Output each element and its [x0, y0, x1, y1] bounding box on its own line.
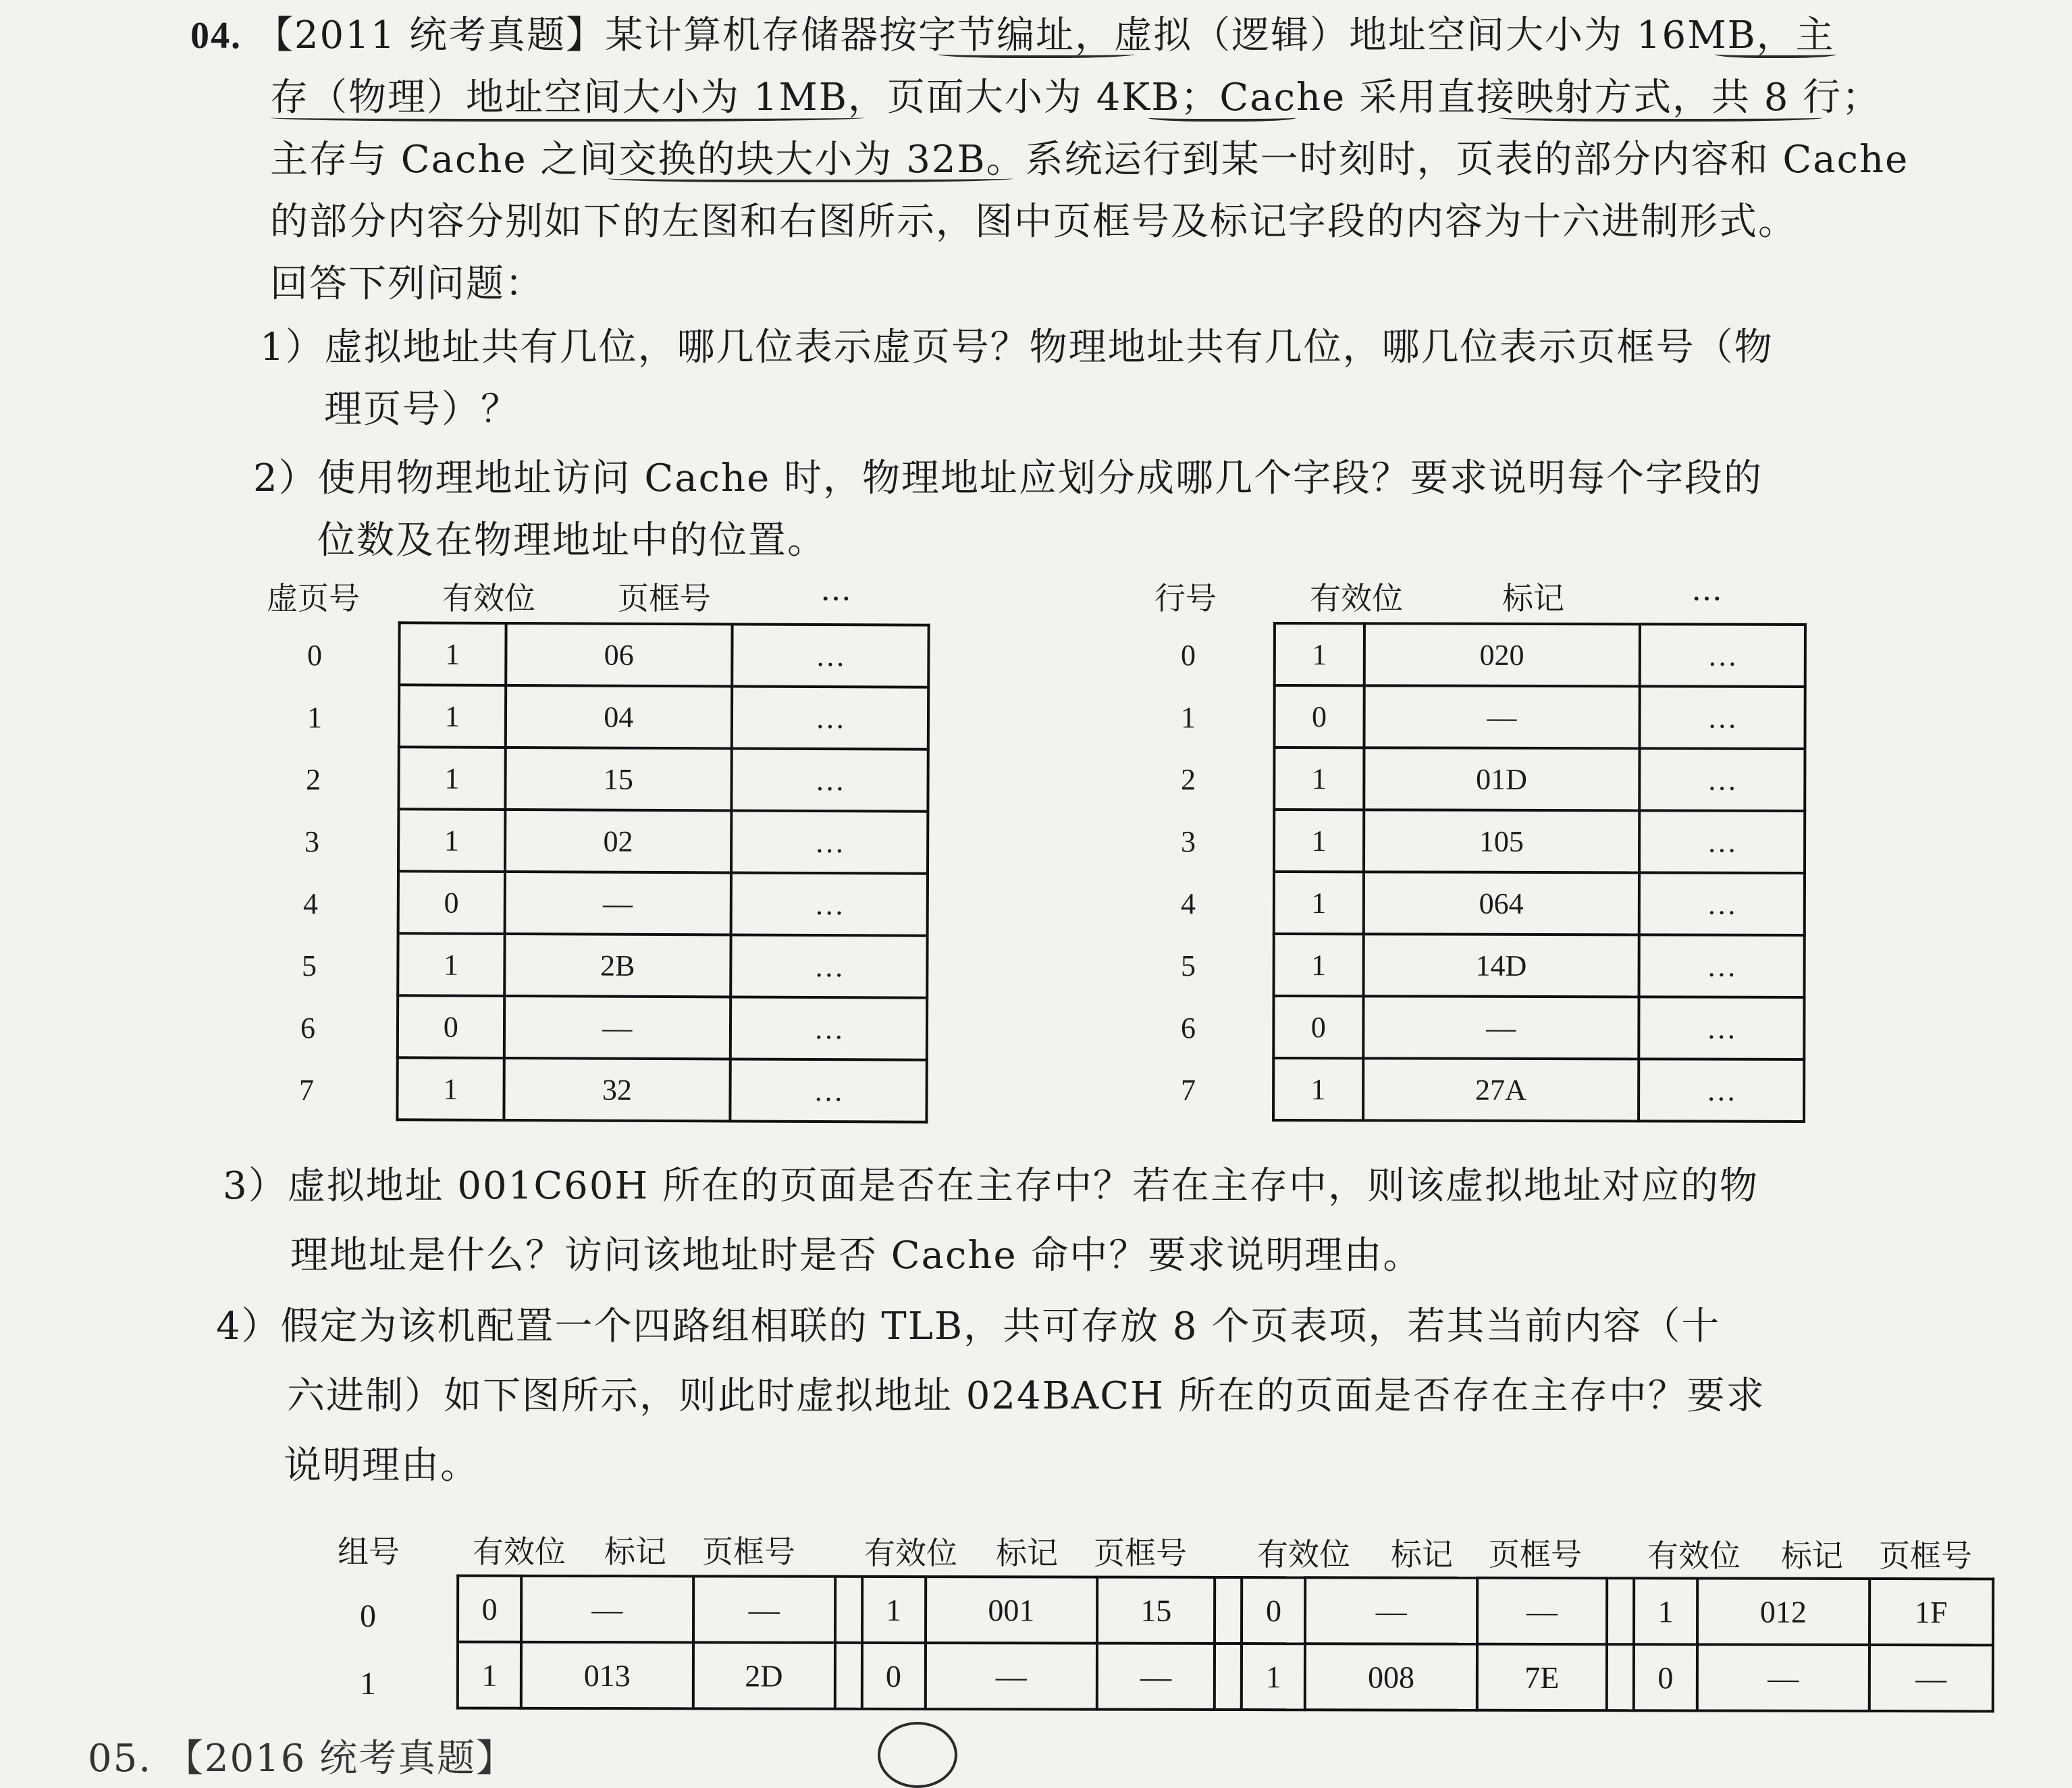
- cell-valid: 0: [861, 1643, 925, 1709]
- cell-valid: 0: [398, 871, 505, 934]
- table-row: [1273, 996, 1804, 1059]
- cell-tag: —: [1697, 1644, 1869, 1711]
- cell-frame: 32: [504, 1058, 730, 1121]
- way-separator: [1215, 1577, 1242, 1644]
- cell-more: …: [1639, 872, 1805, 935]
- cell-more: …: [1639, 686, 1805, 749]
- question-line: 的部分内容分别如下的左图和右图所示，图中页框号及标记字段的内容为十六进制形式。: [270, 200, 1797, 244]
- tlb-set-number: 0: [360, 1598, 376, 1634]
- way-separator: [1607, 1644, 1634, 1710]
- way-separator: [835, 1577, 862, 1643]
- tlb-header: 标记: [604, 1533, 666, 1570]
- cell-frame: —: [1869, 1645, 1993, 1711]
- subquestion-1: 1）虚拟地址共有几位，哪几位表示虚页号？物理地址共有几位，哪几位表示页框号（物: [260, 325, 1774, 369]
- subquestion-3-cont: 理地址是什么？访问该地址时是否 Cache 命中？要求说明理由。: [290, 1234, 1423, 1278]
- subquestion-1-cont: 理页号）？: [324, 388, 520, 431]
- cell-valid: 1: [1242, 1644, 1305, 1710]
- cell-valid: 0: [1274, 685, 1364, 747]
- cell-more: …: [1639, 935, 1805, 997]
- cell-more: …: [731, 872, 928, 935]
- tlb-header: 标记: [1391, 1536, 1453, 1573]
- cell-valid: 1: [398, 809, 505, 872]
- cache-table-header: …: [1691, 571, 1722, 608]
- cell-frame: 2D: [693, 1642, 834, 1708]
- question-line: 存（物理）地址空间大小为 1MB，页面大小为 4KB；Cache 采用直接映射方式，共 8 行；: [270, 76, 1882, 120]
- question-line: 主存与 Cache 之间交换的块大小为 32B。系统运行到某一时刻时，页表的部分内容和 Cache: [270, 138, 1909, 182]
- hand-underline: [270, 112, 864, 122]
- row-number: 2: [306, 763, 321, 796]
- hand-underline: [608, 173, 1013, 182]
- row-number: 6: [1181, 1011, 1196, 1045]
- cell-more: …: [1639, 810, 1805, 873]
- row-number: 7: [1181, 1074, 1196, 1107]
- cell-valid: 1: [1273, 1058, 1363, 1120]
- cell-more: …: [730, 997, 927, 1059]
- cell-frame: —: [693, 1576, 835, 1642]
- hand-underline: [1715, 49, 1836, 58]
- cell-frame: 06: [506, 623, 733, 686]
- cell-valid: 1: [1274, 747, 1364, 810]
- question-line: 【2011 统考真题】某计算机存储器按字节编址，虚拟（逻辑）地址空间大小为 16MB，主: [255, 14, 1835, 57]
- cell-frame: 7E: [1477, 1644, 1607, 1710]
- subquestion-3: 3）虚拟地址 001C60H 所在的页面是否在主存中？若在主存中，则该虚拟地址对应的物: [223, 1164, 1759, 1208]
- subquestion-2: 2）使用物理地址访问 Cache 时，物理地址应划分成哪几个字段？要求说明每个字段的: [253, 456, 1763, 500]
- cell-valid: 1: [1634, 1578, 1697, 1644]
- cache-table-header: 有效位: [1310, 580, 1403, 616]
- row-number: 1: [1181, 701, 1196, 734]
- cell-tag: 008: [1305, 1644, 1477, 1710]
- row-number: 5: [302, 949, 317, 982]
- way-separator: [1215, 1644, 1242, 1710]
- tlb-header: 标记: [1781, 1537, 1843, 1574]
- row-number: 4: [1181, 887, 1196, 920]
- tlb-table: [456, 1575, 1994, 1713]
- page-table-header: 有效位: [442, 580, 535, 616]
- tlb-header: 页框号: [1489, 1536, 1582, 1573]
- table-row: [398, 871, 928, 935]
- tlb-header: 有效位: [1647, 1537, 1741, 1574]
- cell-more: …: [731, 810, 928, 873]
- hand-underline: [938, 49, 1134, 58]
- cell-tag: —: [1363, 996, 1639, 1059]
- cell-tag: 27A: [1363, 1058, 1639, 1121]
- cell-frame: —: [1097, 1644, 1215, 1710]
- cell-frame: 15: [1097, 1577, 1215, 1644]
- cell-frame: —: [504, 996, 730, 1059]
- row-number: 1: [307, 701, 322, 734]
- cell-valid: 1: [1274, 872, 1364, 934]
- tlb-header: 有效位: [473, 1533, 566, 1570]
- cell-more: …: [732, 686, 928, 749]
- tlb-header: 标记: [996, 1535, 1058, 1571]
- row-number: 6: [300, 1011, 315, 1045]
- cell-tag: 012: [1697, 1578, 1869, 1645]
- subquestion-4: 4）假定为该机配置一个四路组相联的 TLB，共可存放 8 个页表项，若其当前内容（十: [216, 1305, 1721, 1348]
- page-table-header: 虚页号: [267, 580, 360, 616]
- next-question-fragment: 05. 【2016 统考真题】: [88, 1737, 516, 1781]
- cell-more: …: [732, 624, 928, 687]
- row-number: 7: [299, 1074, 314, 1107]
- table-row: [1274, 747, 1805, 811]
- cell-tag: 14D: [1363, 934, 1639, 997]
- cache-table: [1272, 622, 1807, 1123]
- tlb-header: 页框号: [702, 1533, 795, 1570]
- subquestion-4-cont: 说明理由。: [284, 1444, 479, 1488]
- cell-valid: 0: [458, 1576, 521, 1642]
- cell-tag: 01D: [1364, 747, 1639, 810]
- cell-valid: 1: [397, 1057, 504, 1120]
- cell-valid: 0: [1634, 1644, 1697, 1710]
- cell-tag: —: [521, 1576, 693, 1643]
- cell-more: …: [1639, 1059, 1805, 1122]
- row-number: 2: [1181, 763, 1196, 796]
- row-number: 4: [303, 887, 318, 920]
- tlb-header: 页框号: [1879, 1537, 1972, 1574]
- cell-frame: —: [504, 872, 731, 935]
- way-separator: [834, 1643, 861, 1709]
- tlb-header: 组号: [338, 1533, 400, 1570]
- cell-more: …: [1639, 624, 1805, 687]
- cell-valid: 1: [862, 1577, 926, 1643]
- row-number: 0: [307, 639, 322, 672]
- cell-more: …: [731, 748, 928, 811]
- table-row: [398, 809, 928, 873]
- page-table-header: …: [820, 571, 851, 608]
- cell-valid: 1: [1275, 623, 1364, 685]
- cache-table-header: 行号: [1154, 580, 1217, 616]
- cell-tag: —: [1364, 685, 1639, 748]
- cell-tag: 001: [926, 1577, 1098, 1644]
- tlb-header: 有效位: [1257, 1536, 1350, 1573]
- cache-table-header: 标记: [1502, 580, 1564, 616]
- cell-valid: 0: [1273, 996, 1363, 1058]
- cell-frame: 02: [505, 810, 732, 872]
- cell-tag: 020: [1364, 623, 1640, 686]
- tlb-header: 有效位: [864, 1535, 957, 1571]
- cell-tag: 064: [1364, 872, 1639, 935]
- cell-tag: 013: [521, 1642, 693, 1709]
- cell-valid: 1: [399, 623, 506, 685]
- table-row: [1273, 1058, 1804, 1122]
- row-number: 0: [1181, 639, 1196, 672]
- page-table: [396, 621, 930, 1123]
- cell-valid: 1: [1274, 810, 1364, 872]
- cell-more: …: [1639, 997, 1805, 1059]
- cell-tag: 105: [1364, 810, 1639, 872]
- table-row: [398, 933, 927, 997]
- question-line: 回答下列问题：: [270, 262, 544, 306]
- cell-valid: 1: [398, 933, 504, 996]
- question-number: 04.: [190, 15, 242, 57]
- cell-more: …: [730, 935, 927, 997]
- tlb-set-number: 1: [360, 1666, 376, 1702]
- table-row: [458, 1642, 1993, 1712]
- cell-more: …: [730, 1059, 926, 1122]
- cell-valid: 1: [458, 1642, 521, 1708]
- hand-underline: [1148, 112, 1296, 122]
- tlb-header: 页框号: [1094, 1535, 1187, 1571]
- table-row: [398, 995, 927, 1059]
- cell-valid: 0: [1242, 1577, 1305, 1644]
- cell-tag: —: [1305, 1577, 1477, 1644]
- table-row: [1275, 623, 1805, 687]
- subquestion-4-cont: 六进制）如下图所示，则此时虚拟地址 024BACH 所在的页面是否存在主存中？要求: [287, 1374, 1765, 1418]
- cell-frame: 04: [505, 685, 732, 748]
- way-separator: [1607, 1578, 1634, 1644]
- cell-valid: 0: [398, 995, 504, 1058]
- subquestion-2-cont: 位数及在物理地址中的位置。: [317, 519, 826, 562]
- cell-valid: 1: [398, 747, 505, 810]
- cell-frame: 1F: [1869, 1579, 1994, 1645]
- row-number: 5: [1181, 949, 1196, 982]
- table-row: [458, 1576, 1993, 1646]
- page-table-header: 页框号: [618, 580, 711, 616]
- cell-frame: —: [1477, 1578, 1607, 1644]
- table-row: [398, 747, 928, 811]
- table-row: [1274, 685, 1805, 749]
- row-number: 3: [304, 825, 319, 858]
- table-row: [399, 685, 928, 749]
- table-row: [1274, 872, 1805, 935]
- row-number: 3: [1181, 825, 1196, 858]
- cell-frame: 15: [505, 747, 732, 810]
- handwritten-circle: [878, 1722, 957, 1788]
- cell-valid: 1: [1274, 934, 1364, 996]
- cell-valid: 1: [399, 685, 506, 747]
- hand-underline: [1499, 112, 1823, 122]
- table-row: [397, 1057, 926, 1122]
- cell-frame: 2B: [504, 934, 731, 997]
- cell-tag: —: [925, 1643, 1097, 1710]
- cell-more: …: [1639, 748, 1805, 811]
- table-row: [1274, 810, 1805, 873]
- table-row: [399, 623, 928, 687]
- table-row: [1274, 934, 1805, 997]
